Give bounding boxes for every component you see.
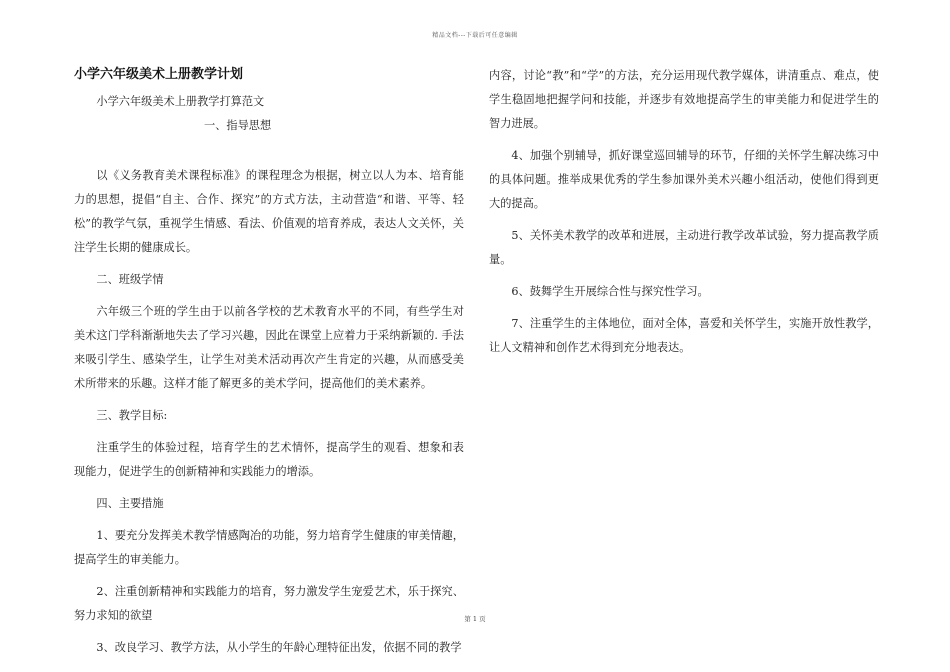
section3-heading: 三、教学目标: [96,409,168,422]
right-column [489,64,879,360]
measure-item-7: 7、注重学生的主体地位，面对全体，喜爱和关怀学生，实施开放性教学，让人文精神和创作艺术得到充分地表达。 [489,317,879,354]
measure-item-3: 3、改良学习、教学方法，从小学生的年龄心理特征出发，依据不同的教学 [96,641,462,654]
measure-item-2: 2、注重创新精神和实践能力的培育，努力激发学生宠爱艺术，乐于探究、努力求知的欲望 [74,585,464,622]
section2-heading: 二、班级学情 [96,273,164,286]
measure-item-6: 6、鼓舞学生开展综合性与探究性学习。 [511,285,709,298]
page-number: 第 1 页 [464,615,486,623]
measure-item-3-continued: 内容，讨论“教”和“学”的方法，充分运用现代教学媒体，讲清重点、难点，使学生稳固地把握学问和技能，并逐步有效地提高学生的审美能力和促进学生的智力进展。 [489,69,879,130]
section4-heading: 四、主要措施 [96,497,164,510]
measure-item-1: 1、要充分发挥美术教学情感陶冶的功能，努力培育学生健康的审美情趣，提高学生的审美能力。 [74,529,464,566]
section1-heading: 一、指导思想 [204,119,272,132]
section1-body: 以《义务教育美术课程标准》的课程理念为根据，树立以人为本、培育能力的思想，提倡“自主、合作、探究”的方式方法，主动营造“和谐、平等、轻松”的教学气氛，重视学生情感、看法、价值观的培育养成，表达人文关怀，关注学生长期的健康成长。 [74,169,464,254]
section3-body: 注重学生的体验过程，培育学生的艺术情怀，提高学生的观看、想象和表现能力，促进学生的创新精神和实践能力的增添。 [74,441,464,478]
document-title: 小学六年级美术上册教学计划 [74,67,244,82]
document-subtitle: 小学六年级美术上册教学打算范文 [96,95,265,108]
measure-item-4: 4、加强个别辅导，抓好课堂巡回辅导的环节，仔细的关怀学生解决练习中的具体问题。推举成果优秀的学生参加课外美术兴趣小组活动，使他们得到更大的提高。 [489,149,879,210]
section2-body: 六年级三个班的学生由于以前各学校的艺术教育水平的不同，有些学生对美术这门学科渐渐地失去了学习兴趣，因此在课堂上应着力于采纳新颖的. 手法来吸引学生、感染学生，让学生对美术活动再次产生肯定的兴趣，从而感受美术所带来的乐趣。这样才能了解更多的美术学问，提高他们的美术素养。 [74,305,464,390]
measure-item-5: 5、关怀美术教学的改革和进展，主动进行教学改革试验，努力提高教学质量。 [489,229,879,266]
spacer [74,138,464,164]
left-column [74,64,464,660]
header-note: 精品文档---下载后可任意编辑 [432,32,518,39]
